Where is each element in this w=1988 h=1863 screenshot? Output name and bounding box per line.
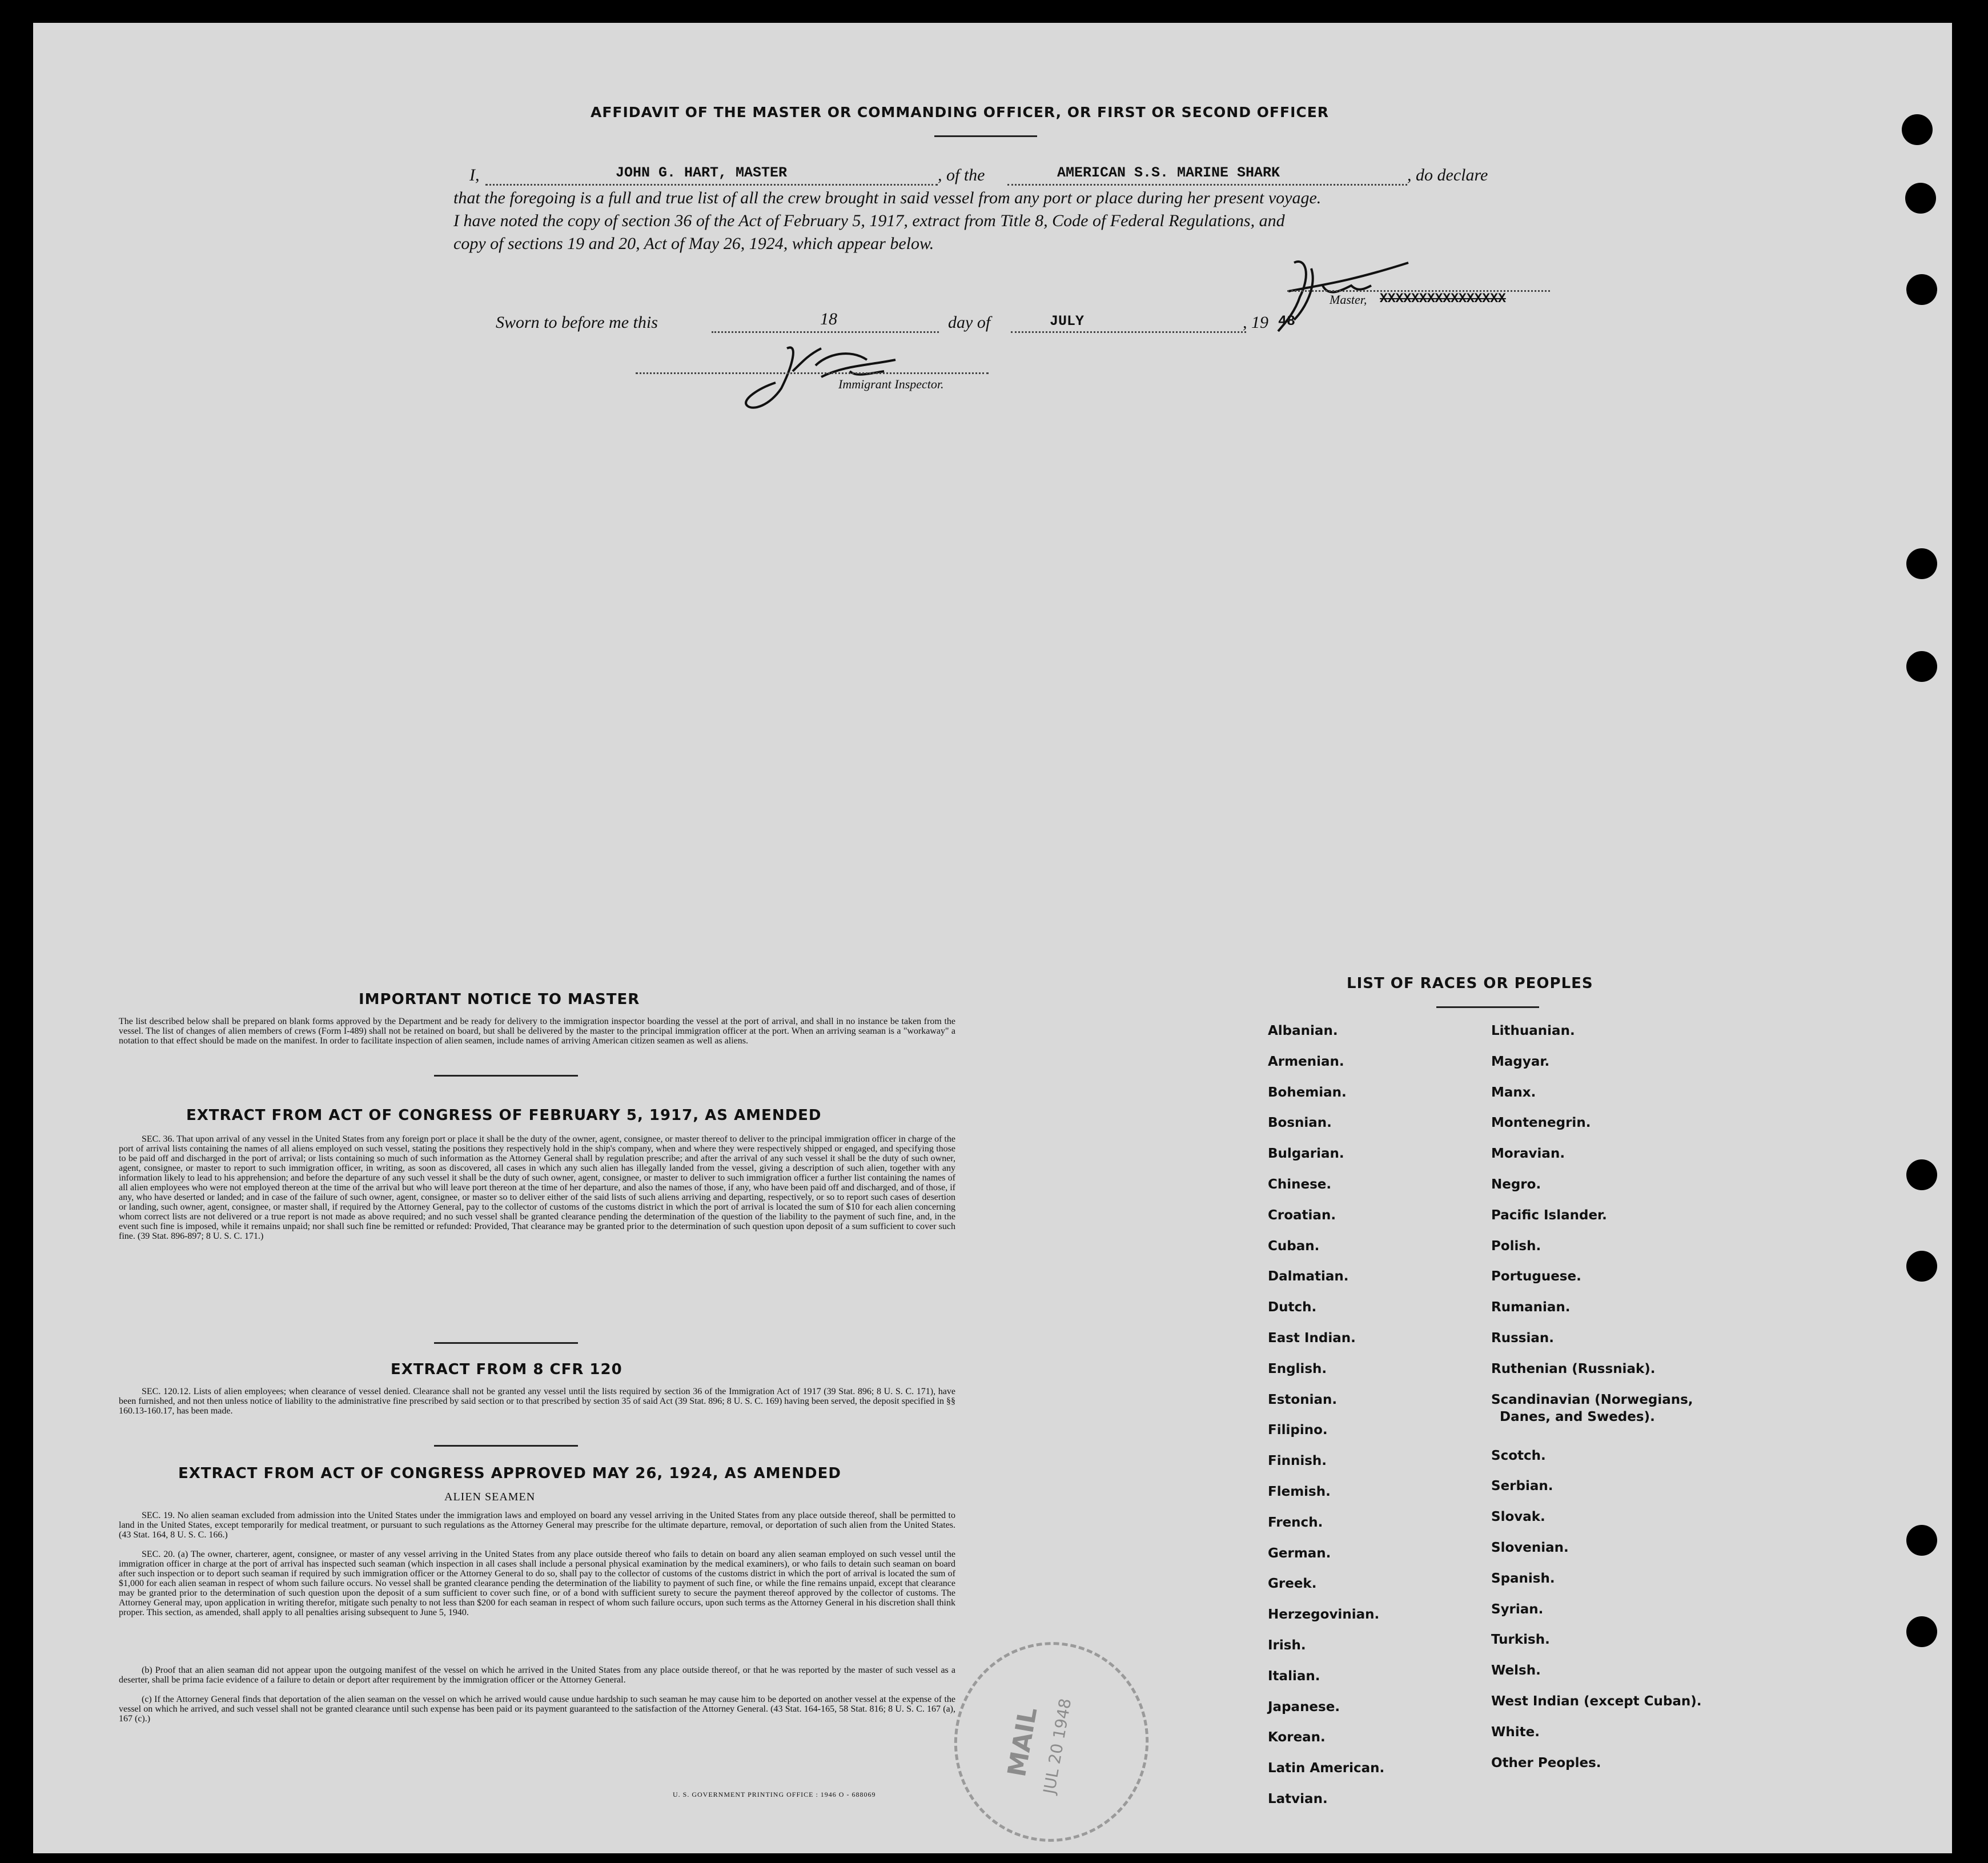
race-item: Japanese. [1268, 1699, 1340, 1715]
binder-hole [1906, 1525, 1937, 1556]
month-dotline [1011, 331, 1246, 333]
race-item: Polish. [1491, 1238, 1541, 1254]
race-item: Scandinavian (Norwegians, [1491, 1392, 1693, 1407]
printing-office-footer: U. S. GOVERNMENT PRINTING OFFICE : 1946 O - 688069 [673, 1790, 876, 1798]
day-field: 18 [820, 310, 837, 328]
race-item: White. [1491, 1724, 1540, 1740]
race-item: Welsh. [1491, 1663, 1541, 1679]
month-field: JULY [1050, 313, 1085, 330]
race-item: Spanish. [1491, 1571, 1555, 1586]
binder-hole [1906, 274, 1937, 305]
race-item: Irish. [1268, 1638, 1306, 1653]
inspector-signature-line [636, 372, 989, 374]
affidavit-line-4: copy of sections 19 and 20, Act of May 26, 1924, which appear below. [453, 234, 934, 253]
race-item: Negro. [1491, 1177, 1541, 1192]
master-label: Master, [1330, 292, 1367, 307]
affidavit-title: AFFIDAVIT OF THE MASTER OR COMMANDING OFFICER, OR FIRST OR SECOND OFFICER [591, 104, 1330, 121]
inspector-label: Immigrant Inspector. [838, 377, 944, 391]
extract-cfr-title: EXTRACT FROM 8 CFR 120 [391, 1361, 622, 1378]
race-item: Filipino. [1268, 1423, 1328, 1438]
race-item: Armenian. [1268, 1054, 1344, 1069]
binder-hole [1906, 1159, 1937, 1190]
race-item: German. [1268, 1545, 1331, 1561]
notice-title: IMPORTANT NOTICE TO MASTER [359, 991, 640, 1008]
race-item: Serbian. [1491, 1479, 1553, 1494]
race-item: Albanian. [1268, 1023, 1338, 1038]
affidavit-line-3: I have noted the copy of section 36 of the Act of February 5, 1917, extract from Title 8, Code of Federal Regulations, and [453, 211, 1285, 230]
race-item: Turkish. [1491, 1632, 1550, 1648]
race-item: Dalmatian. [1268, 1269, 1349, 1284]
race-item: Rumanian. [1491, 1300, 1571, 1315]
race-item: French. [1268, 1515, 1323, 1530]
postmark-stamp [938, 1627, 1164, 1857]
extract-1917-body: SEC. 36. That upon arrival of any vessel in the United States from any foreign port or place it shall be the duty of the owner, agent, consignee, or master thereof to deliver to the principal immigration officer in charge of the port of arrival lists containing the names of all aliens employed on such vessel, stating the positions they respectively hold in the ship's company, when and where they were respectively shipped or engaged, and specifying those to be paid off and discharged in the port of arrival; or lists containing so much of such information as the Attorney General shall by regulation prescribe; and after the arrival of any such vessel it shall be the duty of such owner, agent, consignee, or master to report to such immigration officer, in writing, as soon as discovered, all cases in which any such alien has illegally landed from the vessel, giving a description of such alien, together with any information likely to lead to his apprehension; and before the departure of any such vessel it shall be the duty of such owner, agent, consignee, or master to deliver to such immigration officer a further list containing the names of all alien employees who were not employed thereon at the time of the arrival but who will leave port thereon at the time of her departure, and also the names of those, if any, who have been paid off and discharged, and of those, if any, who have deserted or landed; and in case of the failure of such owner, agent, consignee, or master so to deliver either of the said lists of such aliens arriving and departing, respectively, or so to report such cases of desertion or landing, such owner, agent, consignee, or master shall, if required by the Attorney General, pay to the collector of customs of the customs district in which the port of arrival is located the sum of $10 for each alien concerning whom correct lists are not delivered or a true report is not made as above required; and no such vessel shall be granted clearance pending the determination of the question of the liability to the payment of such fine, and, in the event such fine is imposed, while it remains unpaid; nor shall such fine be remitted or refunded: Provided, That clearance may be granted prior to the determination of such question upon deposit of a sum sufficient to cover such fine. (39 Stat. 896-897; 8 U. S. C. 171.) [119, 1134, 955, 1241]
race-item: Flemish. [1268, 1484, 1331, 1499]
race-item: Korean. [1268, 1730, 1326, 1745]
race-item: Pacific Islander. [1491, 1207, 1607, 1223]
race-item: Manx. [1491, 1085, 1536, 1100]
race-item: Greek. [1268, 1576, 1317, 1592]
race-item: Montenegrin. [1491, 1115, 1591, 1131]
race-item: Other Peoples. [1491, 1755, 1601, 1770]
sec-20b-body: (b) Proof that an alien seaman did not appear upon the outgoing manifest of the vessel on which he arrived in the United States from any place outside thereof, or that he was reported by the master of such vessel as a deserter, shall be prima facie evidence of a failure to detain or deport after requirement by the immigration officer or the Attorney General. [119, 1665, 955, 1685]
sworn-label: Sworn to before me this [496, 313, 658, 332]
binder-hole [1906, 651, 1937, 682]
race-item: Ruthenian (Russniak). [1491, 1361, 1656, 1376]
title-rule [934, 135, 1037, 137]
race-item: Latvian. [1268, 1792, 1328, 1806]
race-item: Lithuanian. [1491, 1023, 1575, 1038]
of-the-label: , of the [938, 166, 985, 184]
race-item: Croatian. [1268, 1207, 1336, 1223]
race-item: Chinese. [1268, 1177, 1332, 1192]
master-name-field: JOHN G. HART, MASTER [616, 164, 788, 181]
struck-title: XXXXXXXXXXXXXXXX [1380, 291, 1506, 306]
extract-1917-rule [434, 1342, 578, 1344]
race-item: Moravian. [1491, 1146, 1565, 1162]
race-item: Bohemian. [1268, 1085, 1347, 1100]
extract-cfr-rule [434, 1445, 578, 1447]
i-label: I, [469, 166, 480, 184]
extract-cfr-body: SEC. 120.12. Lists of alien employees; when clearance of vessel denied. Clearance shall not be granted any vessel until the lists required by section 36 of the Immigration Act of 1917 (39 Stat. 896; 8 U. S. C. 171), have been furnished, and not then unless notice of liability to the administrative fine prescribed by said section or to that prescribed by section 35 of said Act (39 Stat. 896; 8 U. S. C. 169) having been served, the deposit specified in §§ 160.13-160.17, has been made. [119, 1387, 955, 1416]
race-item: Bosnian. [1268, 1115, 1332, 1131]
sec-20c-body: (c) If the Attorney General finds that deportation of the alien seaman on the vessel on which he arrived would cause undue hardship to such seaman he may cause him to be deported on another vessel at the expense of the vessel on which he arrived, and such vessel shall not be granted clearance until such expense has been paid or its payment guaranteed to the satisfaction of the Attorney General. (43 Stat. 164-165, 58 Stat. 816; 8 U. S. C. 167 (a), 167 (c).) [119, 1695, 955, 1724]
notice-body: The list described below shall be prepared on blank forms approved by the Department and be ready for delivery to the immigration inspector boarding the vessel at the port of arrival, and shall in no instance be taken from the vessel. The list of changes of alien members of crews (Form I-489) shall not be retained on board, but shall be delivered by the master to the principal immigration officer at the port. When an arriving seaman is a "workaway" a notation to that effect should be made on the manifest. In order to facilitate inspection of alien seamen, include names of arriving American citizen seamen as well as aliens. [119, 1017, 955, 1046]
race-item: East Indian. [1268, 1331, 1356, 1346]
race-item: Portuguese. [1491, 1269, 1581, 1284]
race-item: Latin American. [1268, 1761, 1385, 1776]
race-item: Cuban. [1268, 1238, 1320, 1254]
race-item: Magyar. [1491, 1054, 1550, 1069]
race-item: Finnish. [1268, 1454, 1327, 1469]
stamp-date-text: JUL 20 1948 [1039, 1697, 1075, 1796]
race-item: Herzegovinian. [1268, 1607, 1380, 1623]
races-title: LIST OF RACES OR PEOPLES [1347, 975, 1593, 992]
binder-hole [1906, 548, 1937, 579]
vessel-name-field: AMERICAN S.S. MARINE SHARK [1057, 164, 1280, 181]
do-declare-label: , do declare [1407, 166, 1488, 184]
binder-hole [1905, 183, 1936, 214]
race-item: Danes, and Swedes). [1500, 1409, 1655, 1424]
day-of-label: day of [948, 313, 991, 332]
binder-hole [1906, 1616, 1937, 1647]
race-item: Scotch. [1491, 1448, 1546, 1463]
affidavit-line-2: that the foregoing is a full and true list of all the crew brought in said vessel from any port or place during her present voyage. [453, 188, 1322, 207]
notice-rule [434, 1075, 578, 1077]
year-field: 48 [1278, 313, 1296, 330]
vessel-dotline [1007, 184, 1407, 186]
races-rule [1436, 1006, 1539, 1008]
stamp-mail-text: MAIL [1002, 1705, 1043, 1779]
extract-1917-title: EXTRACT FROM ACT OF CONGRESS OF FEBRUARY 5, 1917, AS AMENDED [186, 1107, 822, 1124]
race-item: Slovak. [1491, 1509, 1545, 1525]
race-item: Dutch. [1268, 1300, 1317, 1315]
race-item: West Indian (except Cuban). [1491, 1694, 1702, 1709]
binder-hole [1906, 1251, 1937, 1282]
document-page [33, 23, 1952, 1853]
race-item: Bulgarian. [1268, 1146, 1344, 1162]
race-item: English. [1268, 1361, 1327, 1376]
race-item: Russian. [1491, 1331, 1554, 1346]
name-dotline [485, 184, 938, 186]
race-item: Syrian. [1491, 1601, 1544, 1617]
year-prefix: , 19 [1243, 313, 1268, 332]
alien-seamen-subtitle: ALIEN SEAMEN [444, 1491, 536, 1503]
extract-1924-title: EXTRACT FROM ACT OF CONGRESS APPROVED MAY 26, 1924, AS AMENDED [178, 1465, 841, 1482]
race-item: Slovenian. [1491, 1540, 1569, 1555]
race-item: Estonian. [1268, 1392, 1338, 1407]
sec-20a-body: SEC. 20. (a) The owner, charterer, agent, consignee, or master of any vessel arriving in the United States from any place outside thereof who fails to detain on board any alien seaman employed on such vessel until the immigration officer in charge at the port of arrival has inspected such seaman (which inspection in all cases shall include a personal physical examination by the medical examiners), or who fails to detain such seaman on board after such inspection or to deport such seaman if required by such immigration officer or the Attorney General to do so, shall pay to the collector of customs of the customs district in which the port of arrival is located the sum of $1,000 for each alien seaman in respect of whom such failure occurs. No vessel shall be granted clearance pending the determination of the liability to payment of such fine, or while the fine remains unpaid, except that clearance may be granted prior to the determination of such question upon the deposit of a sum sufficient to cover such fine, or of a bond with sufficient surety to secure the payment thereof approved by the collector of customs. The Attorney General may, upon application in writing therefor, mitigate such penalty to not less than $200 for each seaman in respect of whom such failure occurs, upon such terms as the Attorney General in his discretion shall think proper. This section, as amended, shall apply to all penalties arising subsequent to June 5, 1940. [119, 1549, 955, 1617]
race-item: Italian. [1268, 1668, 1320, 1684]
binder-hole [1902, 114, 1933, 145]
sec-19-body: SEC. 19. No alien seaman excluded from admission into the United States under the immigration laws and employed on board any vessel arriving in the United States from any place outside thereof, shall be permitted to land in the United States, except temporarily for medical treatment, or pursuant to such regulations as the Attorney General may prescribe for the ultimate departure, removal, or deportation of such alien from the United States. (43 Stat. 164, 8 U. S. C. 166.) [119, 1511, 955, 1540]
